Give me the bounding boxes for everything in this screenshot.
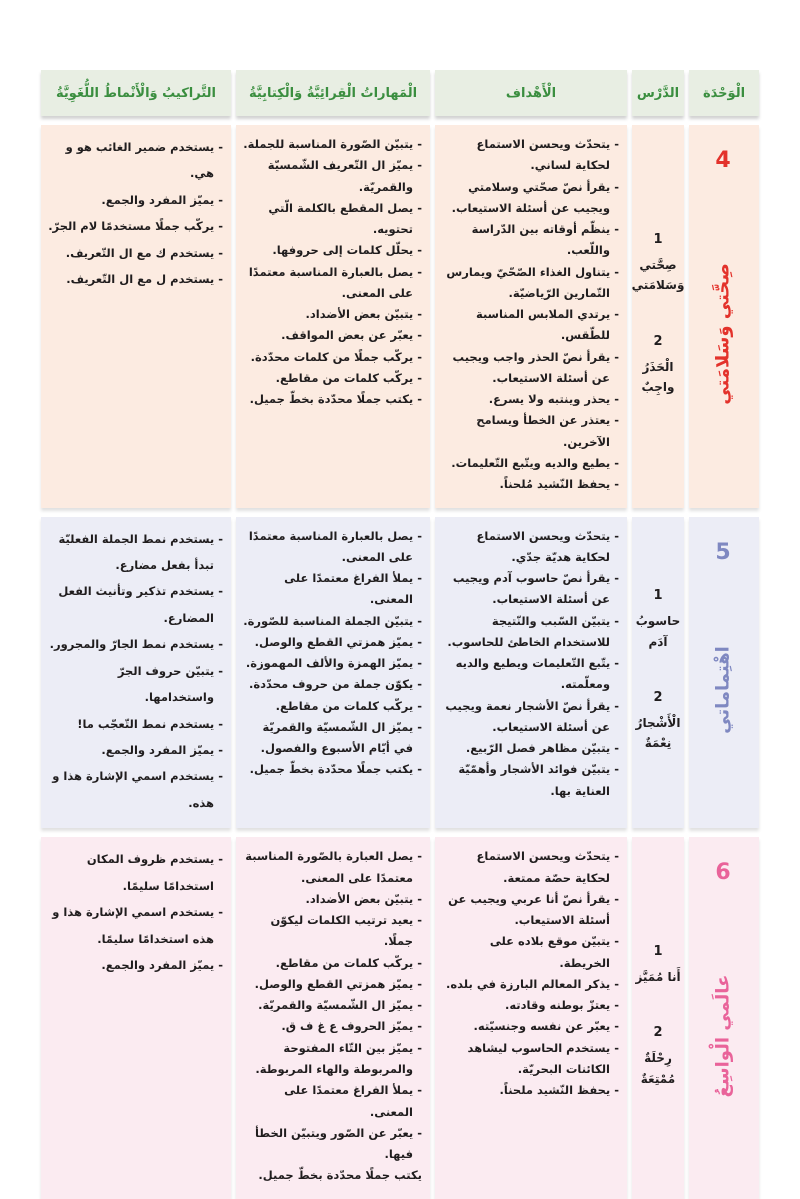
col-header-skills: الْمَهاراتُ الْقِرائِيَّةُ وَالْكِتابِيَّةُ	[236, 70, 430, 116]
list-item: - يعبّر عن بعض المواقف.	[281, 328, 422, 343]
list-item: - يميّز المفرد والجمع.	[101, 958, 223, 973]
structures-list	[47, 134, 223, 293]
structures-cell	[41, 125, 231, 508]
list-item: - يستخدم ظروف المكان استخدامًا سليمًا.	[86, 852, 223, 893]
unit-number: 5	[715, 539, 731, 565]
list-item: - يحذر وينتبه ولا يسرع.	[488, 392, 619, 407]
objectives-list	[441, 846, 619, 1101]
lesson-number: 1	[653, 231, 663, 247]
lesson-title: أَنا مُمَيَّز	[635, 969, 681, 984]
unit-cell	[689, 125, 759, 508]
list-item: - يصل العبارة بالصّورة المناسبة معتمدًا على المعنى.	[245, 849, 422, 885]
list-item: - يعبّر عن الصّور ويتبيّن الخطأ فيها.	[254, 1125, 422, 1162]
list-item: - يستخدم نمط التّعجّب ما!	[77, 716, 223, 731]
list-item: - يصل بالعبارة المناسبة معتمدًا على المعنى.	[248, 264, 422, 300]
list-item: - يركّب كلمات من مقاطع.	[275, 370, 422, 385]
skills-list	[242, 846, 422, 1186]
list-item: - يستخدم ل مع ال التّعريف.	[66, 272, 223, 287]
lesson-title: الْأَشْجارُ نِعْمَةٌ	[635, 715, 681, 751]
lesson-title: رِحْلَةٌ مُمْتِعَةٌ	[640, 1051, 676, 1086]
objectives-cell	[435, 837, 627, 1198]
list-item: - يقرأ نصّ الحذر واجب ويجيب عن أسئلة الاستيعاب.	[452, 349, 619, 385]
list-item: - يتبيّن بعض الأضداد.	[305, 891, 422, 906]
list-item: - يستخدم ك مع ال التّعريف.	[65, 245, 223, 260]
lesson-number: 1	[653, 588, 663, 604]
list-item: - يطيع والديه ويتّبع التّعليمات.	[451, 455, 619, 470]
list-item: - يركّب جملًا من كلمات محدّدة.	[250, 349, 422, 364]
list-item: - يتحدّث ويحسن الاستماع لحكاية هديّة جدّي.	[476, 528, 619, 564]
list-item: - يصل المقطع بالكلمة الّتي تحتويه.	[268, 200, 422, 237]
lesson-title: صِحَّتي وَسَلامَتي	[631, 257, 685, 293]
list-item: - يركّب كلمات من مقاطع.	[275, 698, 422, 713]
list-item: - يميّز الحروف ع غ ف ق.	[281, 1019, 422, 1034]
lesson-item	[632, 232, 685, 296]
list-item: - يستخدم اسمي الإشارة هذا و هذه استخدامًا سليمًا.	[52, 905, 223, 946]
list-item: - يحلّل كلمات إلى حروفها.	[272, 243, 422, 258]
list-item: - يعتذر عن الخطأ ويسامح الآخرين.	[476, 413, 619, 449]
list-item: - يتحدّث ويحسن الاستماع لحكاية حصّة ممتعة.	[476, 849, 619, 885]
lesson-item	[635, 588, 681, 652]
lesson-cell	[632, 837, 684, 1198]
curriculum-table	[41, 70, 759, 1199]
list-item: - يميّز المفرد والجمع.	[101, 192, 223, 207]
skills-cell	[236, 125, 430, 508]
list-item: - يميّز همزتي القطع والوصل.	[254, 976, 422, 991]
structures-list	[47, 526, 223, 817]
unit-title: اهْتِماماتي	[712, 646, 734, 735]
list-item: - يستخدم تذكير وتأنيث الفعل المضارع.	[58, 584, 223, 625]
list-item: - يتبيّن السّبب والنّتيجة للاستخدام الخاطئ للحاسوب.	[447, 613, 619, 649]
list-item: - يملأ الفراغ معتمدًا على المعنى.	[284, 1083, 422, 1119]
lesson-number: 2	[653, 1025, 663, 1041]
list-item: - يكتب جملًا محدّدة بخطّ جميل.	[249, 392, 422, 407]
lesson-item	[635, 334, 681, 398]
col-header-objectives: الْأَهْداف	[435, 70, 627, 116]
unit-title: عالَمي الْواسِعُ	[712, 974, 734, 1098]
list-item: - يكتب جملًا محدّدة بخطّ جميل.	[249, 762, 422, 777]
lesson-cell	[632, 517, 684, 829]
list-item: - يصل بالعبارة المناسبة معتمدًا على المعنى.	[248, 528, 422, 564]
list-item: - يملأ الفراغ معتمدًا على المعنى.	[284, 571, 422, 607]
list-item: يكتب جملًا محدّدة بخطّ جميل.	[258, 1168, 422, 1183]
objectives-cell	[435, 125, 627, 508]
unit-number: 6	[715, 860, 731, 886]
lesson-number: 1	[653, 943, 663, 959]
list-item: - يكوّن جملة من حروف محدّدة.	[248, 677, 422, 692]
unit-title-wrap	[695, 885, 751, 1186]
list-item: - يقرأ نصّ أنا عربي ويجيب عن أسئلة الاستيعاب.	[448, 891, 619, 928]
list-item: - يعبّر عن نفسه وجنسيّته.	[473, 1019, 619, 1034]
lesson-title: الْحَذَرُ واجِبٌ	[641, 359, 675, 395]
unit-title-wrap	[695, 173, 751, 496]
col-header-unit: الْوَحْدَة	[689, 70, 759, 116]
list-item: - يستخدم نمط الجملة الفعليّة تبدأ بفعل مضارع.	[58, 531, 223, 572]
list-item: - يقرأ نصّ الأشجار نعمة ويجيب عن أسئلة الاستيعاب.	[445, 698, 619, 734]
list-item: - يميّز بين التّاء المفتوحة والمربوطة والهاء المربوطة.	[255, 1040, 422, 1076]
list-item: - يميّز ال الشّمسيّة والقمريّة.	[258, 998, 422, 1013]
col-header-structures: التَّراكيبُ وَالْأَنْماطُ اللُّغَوِيَّةُ	[41, 70, 231, 116]
objectives-list	[441, 134, 619, 496]
list-item: - يستخدم اسمي الإشارة هذا و هذه.	[52, 769, 223, 810]
list-item: - يتحدّث ويحسن الاستماع لحكاية لساني.	[476, 137, 619, 173]
lesson-cell	[632, 125, 684, 508]
list-item: - يستخدم الحاسوب ليشاهد الكائنات البحريّة.	[467, 1040, 619, 1076]
skills-cell	[236, 517, 430, 829]
list-item: - يتبيّن حروف الجرّ واستخدامها.	[117, 663, 223, 705]
list-item: - يميّز همزتي القطع والوصل.	[254, 634, 422, 649]
list-item: - يميّز الهمزة والألف المهموزة.	[245, 656, 422, 671]
list-item: - يستخدم نمط الجارّ والمجرور.	[49, 637, 223, 652]
list-item: - يعيد ترتيب الكلمات ليكوّن جملًا.	[270, 913, 422, 949]
lesson-item	[635, 690, 681, 754]
list-item: - يعتزّ بوطنه وقادته.	[504, 998, 619, 1013]
list-item: - يميّز المفرد والجمع.	[101, 743, 223, 758]
structures-list	[47, 846, 223, 978]
list-item: - يحفظ النّشيد ملحناً.	[499, 1083, 619, 1098]
list-item: - يستخدم ضمير الغائب هو و هي.	[65, 140, 223, 181]
list-item: - يميّز ال الشّمسيّة والقمريّة في أيّام الأسبوع والفصول.	[260, 719, 422, 756]
skills-list	[242, 134, 422, 410]
unit-title: صِحَّتي وَسَلامَتي	[712, 263, 734, 405]
lesson-item	[635, 944, 680, 987]
lesson-number: 2	[653, 333, 663, 349]
list-item: - يذكر المعالم البارزة في بلده.	[446, 976, 619, 991]
list-item: - يتبيّن الجملة المناسبة للصّورة.	[243, 613, 422, 628]
lesson-item	[635, 1025, 681, 1089]
list-item: - يتبيّن بعض الأضداد.	[305, 307, 422, 322]
list-item: - يتبيّن مظاهر فصل الرّبيع.	[465, 741, 619, 756]
lesson-title: حاسوبُ آدَم	[635, 614, 681, 649]
list-item: - يركّب جملًا مستخدمًا لام الجرّ.	[48, 219, 223, 234]
unit-title-wrap	[695, 565, 751, 817]
list-item: - يتّبع التّعليمات ويطيع والديه ومعلّمته.	[455, 656, 619, 692]
unit-cell	[689, 517, 759, 829]
list-item: - يتبيّن فوائد الأشجار وأهمّيّة العناية بها.	[458, 762, 619, 798]
unit-cell	[689, 837, 759, 1198]
unit-number: 4	[715, 148, 731, 173]
list-item: - يقرأ نصّ حاسوب آدم ويجيب عن أسئلة الاستيعاب.	[452, 571, 619, 607]
lesson-number: 2	[653, 689, 663, 705]
list-item: - ينظّم أوقاته بين الدّراسة واللّعب.	[471, 222, 619, 258]
list-item: - يتبيّن الصّورة المناسبة للجملة.	[243, 137, 422, 151]
skills-cell	[236, 837, 430, 1198]
list-item: - يرتدي الملابس المناسبة للطّقس.	[476, 307, 619, 343]
structures-cell	[41, 837, 231, 1198]
list-item: - يحفظ النّشيد مُلحناً.	[499, 477, 619, 492]
structures-cell	[41, 517, 231, 829]
list-item: - يركّب كلمات من مقاطع.	[275, 955, 422, 970]
list-item: - يميّز ال التّعريف الشّمسيّة والقمريّة.	[267, 158, 422, 194]
list-item: - يقرأ نصّ صحّتي وسلامتي ويجيب عن أسئلة الاستيعاب.	[451, 179, 619, 215]
objectives-list	[441, 526, 619, 802]
objectives-cell	[435, 517, 627, 829]
list-item: - يتبيّن موقع بلاده على الخريطة.	[489, 934, 619, 970]
col-header-lesson: الدَّرْس	[632, 70, 684, 116]
skills-list	[242, 526, 422, 781]
list-item: - يتناول الغذاء الصّحّيّ ويمارس التّمارين الرّياضيّة.	[446, 264, 619, 300]
